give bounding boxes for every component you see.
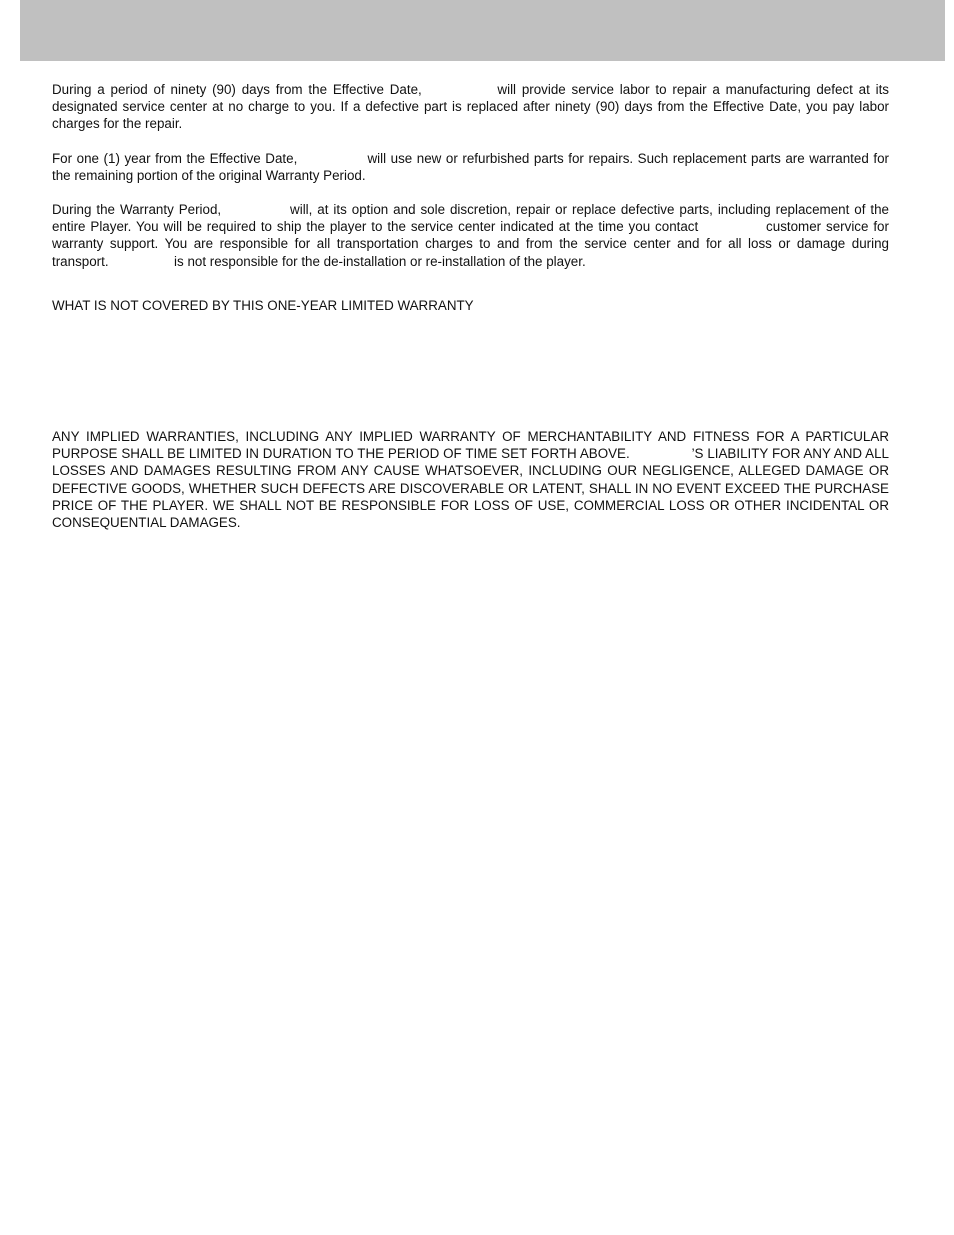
redacted-brand-gap [703,230,761,231]
paragraph-text: is not responsible for the de-installation or re-installation of the player. [174,253,586,269]
paragraph-text: During the Warranty Period, [52,202,222,218]
redacted-brand-gap [634,457,692,458]
paragraph-text: customer service for warranty support. You are responsible for all transportation charges to and from the service center and for all loss or damage during transport. [52,219,889,269]
paragraph-repair-replace [52,201,889,270]
paragraph-text: ANY IMPLIED WARRANTIES, INCLUDING ANY IMPLIED WARRANTY OF MERCHANTABILITY AND FITNESS FOR A PARTICULAR PURPOSE SHALL BE LIMITED IN DURATION TO THE PERIOD OF TIME SET FORTH ABOVE. [52,429,889,462]
warranty-content [52,81,889,531]
paragraph-text: During a period of ninety (90) days from the Effective Date, [52,82,422,97]
paragraph-labor-warranty [52,81,889,133]
section-heading-not-covered: WHAT IS NOT COVERED BY THIS ONE-YEAR LIMITED WARRANTY [52,297,474,313]
paragraph-text: will, at its option and sole discretion, repair or replace defective parts, including replacement of the entire Player. You will be required to ship the player to the service center indicated at the time you contact [52,202,889,235]
redacted-brand-gap [428,93,492,94]
paragraph-text: will provide service labor to repair a manufacturing defect at its designated service center at no charge to you. If a defective part is replaced after ninety (90) days from the Effective Date, you pay labor charges for the repair. [52,82,889,132]
header-band [20,0,945,61]
paragraph-text: will use new or refurbished parts for repairs. Such replacement parts are warranted for the remaining portion of the original Warranty Period. [52,150,889,183]
paragraph-text: For one (1) year from the Effective Date, [52,150,298,166]
redacted-brand-gap [112,265,170,266]
paragraph-text: ’S LIABILITY FOR ANY AND ALL LOSSES AND DAMAGES RESULTING FROM ANY CAUSE WHATSOEVER, INCLUDING OUR NEGLIGENCE, ALLEGED DAMAGE OR DEFECTIVE GOODS, WHETHER SUCH DEFECTS ARE DISCOVERABLE OR LATENT, SHALL IN NO EVENT EXCEED THE PURCHASE PRICE OF THE PLAYER. WE SHALL NOT BE RESPONSIBLE FOR LOSS OF USE, COMMERCIAL LOSS OR OTHER INCIDENTAL OR CONSEQUENTIAL DAMAGES. [52,446,889,531]
paragraph-implied-warranties [52,428,889,531]
redacted-brand-gap [302,162,363,163]
paragraph-parts-warranty [52,150,889,184]
redacted-brand-gap [226,213,285,214]
